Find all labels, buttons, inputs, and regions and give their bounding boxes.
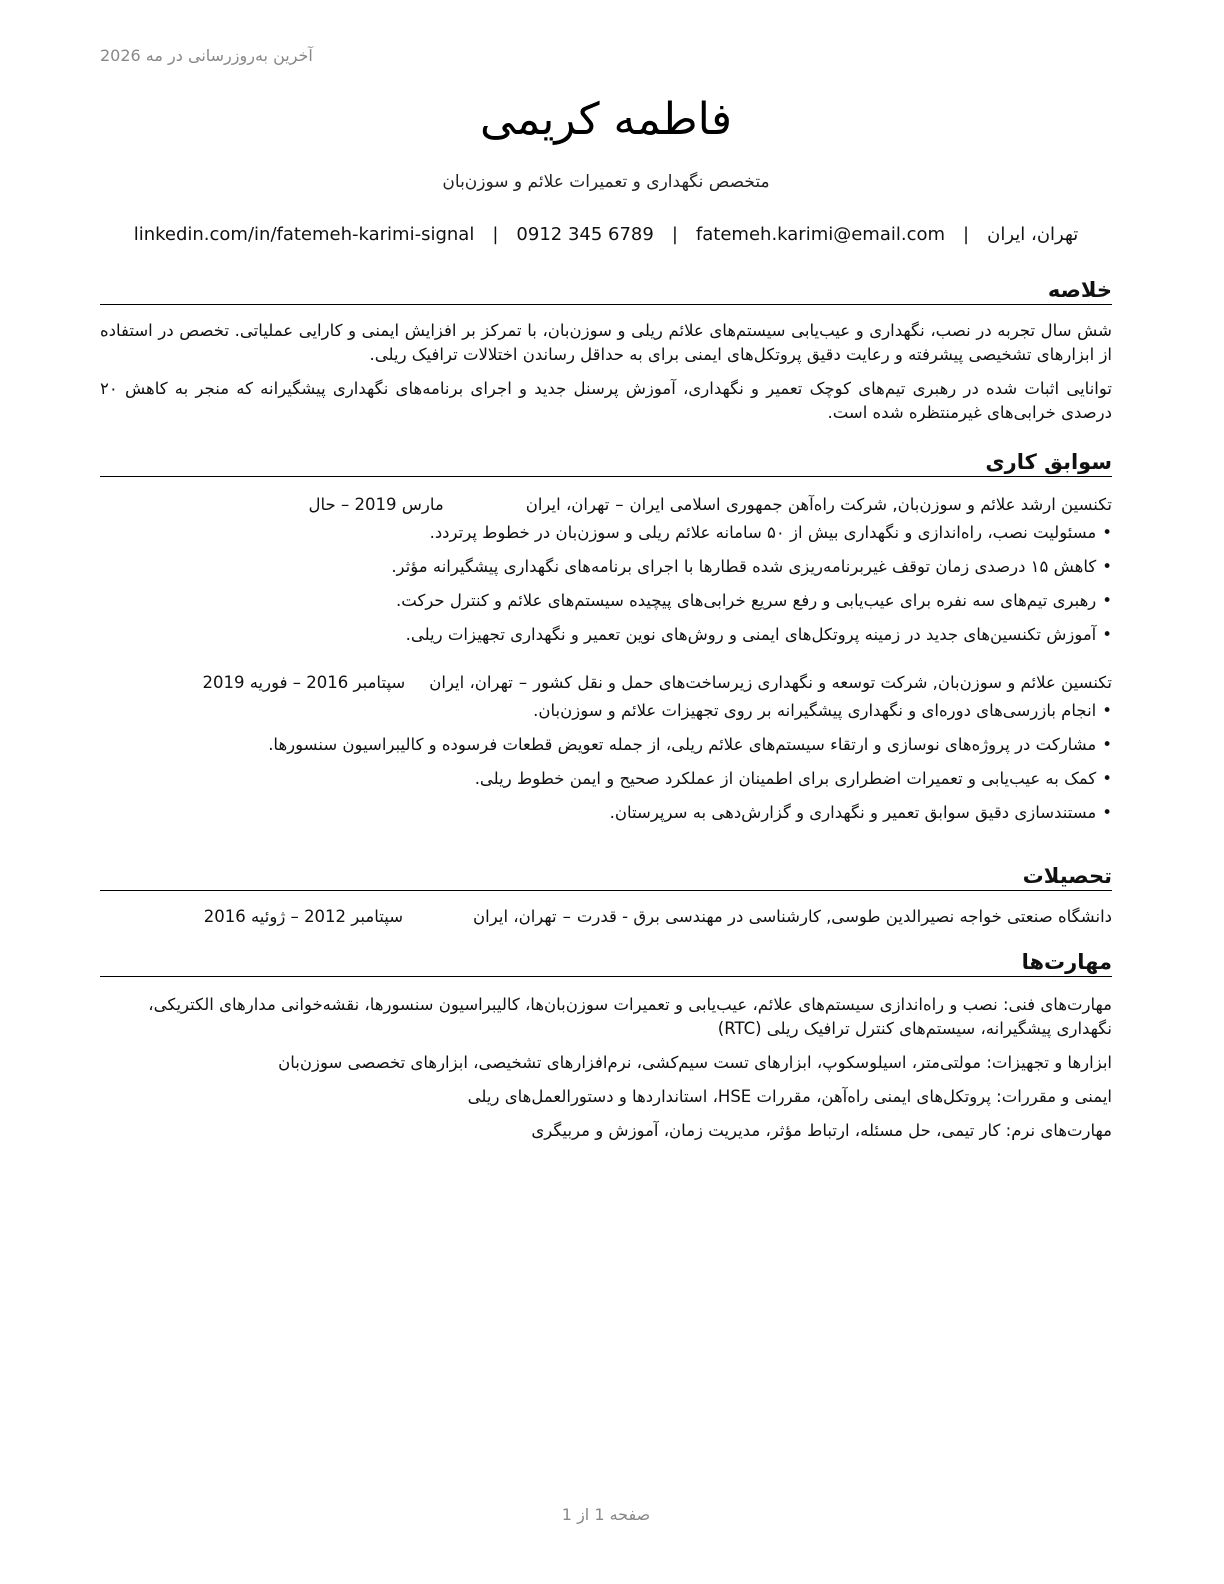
summary-section [100,276,1112,425]
bullet-dot-icon: • [1102,625,1112,644]
bullet-dot-icon: • [1102,803,1112,822]
contact-separator: | [492,224,499,245]
bullet-item [100,623,1112,647]
person-name: فاطمه کریمی [479,94,733,145]
bullet-item [100,767,1112,791]
education-school: دانشگاه صنعتی خواجه نصیرالدین طوسی, کارشناسی در مهندسی برق - قدرت [576,907,1112,926]
bullet-dot-icon: • [1102,769,1112,788]
education-dash: – [562,907,571,926]
skill-line: ایمنی و مقررات: پروتکل‌های ایمنی راه‌آهن، مقررات HSE، استانداردها و دستورالعمل‌های ریلی [467,1087,1112,1106]
skills-section [100,948,1112,1143]
job-location: تهران، ایران [525,495,610,514]
bullet-dot-icon: • [1102,591,1112,610]
bullet-text: کمک به عیب‌یابی و تعمیرات اضطراری برای اطمینان از عملکرد صحیح و ایمن خطوط ریلی. [474,769,1097,788]
contact-separator: | [671,224,678,245]
bullet-text: مستندسازی دقیق سوابق تعمیر و نگهداری و گزارش‌دهی به سرپرستان. [609,803,1097,822]
bullet-item [100,555,1112,579]
summary-paragraph: شش سال تجربه در نصب، نگهداری و عیب‌یابی سیستم‌های علائم ریلی و سوزن‌بان، با تمرکز بر افزایش ایمنی و کارایی عملیاتی. تخصص در استفاده از ابزارهای تشخیصی پیشرفته و رعایت دقیق پروتکل‌های ایمنی برای به حداقل رساندن اختلالات ترافیک ریلی. [100,321,1112,364]
job-bullets [100,699,1112,825]
bullet-text: آموزش تکنسین‌های جدید در زمینه پروتکل‌های ایمنی و روش‌های نوین تعمیر و نگهداری تجهیزات ریلی. [405,625,1097,644]
bullet-item [100,589,1112,613]
bullet-text: کاهش ۱۵ درصدی زمان توقف غیربرنامه‌ریزی شده قطارها با اجرای برنامه‌های نگهداری پیشگیرانه مؤثر. [391,557,1097,576]
job-role: تکنسین ارشد علائم و سوزن‌بان, شرکت راه‌آهن جمهوری اسلامی ایران [629,495,1112,514]
summary-paragraph: توانایی اثبات شده در رهبری تیم‌های کوچک تعمیر و نگهداری، آموزش پرسنل جدید و اجرای برنامه‌های نگهداری پیشگیرانه که منجر به کاهش ۲۰ درصدی خرابی‌های غیرمنتظره شده است. [100,379,1112,422]
bullet-dot-icon: • [1102,701,1112,720]
job-dash: – [615,495,624,514]
contact-location: تهران، ایران [987,224,1079,245]
bullet-text: مشارکت در پروژه‌های نوسازی و ارتقاء سیستم‌های علائم ریلی، از جمله تعویض قطعات فرسوده و کالیبراسیون سنسورها. [268,735,1097,754]
job-bullets [100,521,1112,647]
resume-page [100,0,1112,1584]
job-header [100,493,1112,517]
job-entry [100,671,1112,825]
bullet-text: رهبری تیم‌های سه نفره برای عیب‌یابی و رفع سریع خرابی‌های پیچیده سیستم‌های علائم و کنترل حرکت. [396,591,1097,610]
job-title: متخصص نگهداری و تعمیرات علائم و سوزن‌بان [442,172,770,192]
experience-section [100,448,1112,835]
section-heading-skills: مهارت‌ها [100,948,1112,977]
contact-phone[interactable]: 0912 345 6789 [516,224,654,245]
bullet-item [100,699,1112,723]
education-dates: سپتامبر 2012 – ژوئیه 2016 [203,907,404,926]
bullet-text: مسئولیت نصب، راه‌اندازی و نگهداری بیش از ۵۰ سامانه علائم ریلی و سوزن‌بان در خطوط پرتردد. [429,523,1097,542]
job-role: تکنسین علائم و سوزن‌بان, شرکت توسعه و نگهداری زیرساخت‌های حمل و نقل کشور [533,673,1112,692]
bullet-dot-icon: • [1102,735,1112,754]
bullet-text: انجام بازرسی‌های دوره‌ای و نگهداری پیشگیرانه بر روی تجهیزات علائم و سوزن‌بان. [533,701,1097,720]
bullet-item [100,733,1112,757]
education-entry [100,905,1112,929]
contact-email[interactable]: fatemeh.karimi@email.com [695,224,946,245]
contact-line [100,222,1112,248]
contact-separator: | [963,224,970,245]
skill-line: ابزارها و تجهیزات: مولتی‌متر، اسیلوسکوپ، ابزارهای تست سیم‌کشی، نرم‌افزارهای تشخیصی، ابزارهای تخصصی سوزن‌بان [278,1053,1112,1072]
job-header [100,671,1112,695]
bullet-item [100,801,1112,825]
section-heading-education: تحصیلات [100,862,1112,891]
job-dates: مارس 2019 – حال [308,495,444,514]
education-location: تهران، ایران [473,907,557,926]
bullet-dot-icon: • [1102,523,1112,542]
skill-line: مهارت‌های فنی: نصب و راه‌اندازی سیستم‌های علائم، عیب‌یابی و تعمیرات سوزن‌بان‌ها، کالیبراسیون سنسورها، نقشه‌خوانی مدارهای الکتریکی، نگهداری پیشگیرانه، سیستم‌های کنترل ترافیک ریلی (RTC) [148,995,1112,1038]
job-location: تهران، ایران [429,673,513,692]
job-dates: سپتامبر 2016 – فوریه 2019 [202,673,406,692]
page-number: صفحه 1 از 1 [561,1505,651,1524]
contact-linkedin[interactable]: linkedin.com/in/fatemeh-karimi-signal [133,224,475,245]
section-heading-experience: سوابق کاری [100,448,1112,477]
bullet-item [100,521,1112,545]
section-heading-summary: خلاصه [100,276,1112,305]
skill-line: مهارت‌های نرم: کار تیمی، حل مسئله، ارتباط مؤثر، مدیریت زمان، آموزش و مربیگری [531,1121,1112,1140]
last-updated-note: آخرین به‌روزرسانی در مه 2026 [100,46,313,65]
job-entry [100,493,1112,647]
job-dash: – [518,673,528,692]
education-section [100,862,1112,929]
bullet-dot-icon: • [1102,557,1112,576]
